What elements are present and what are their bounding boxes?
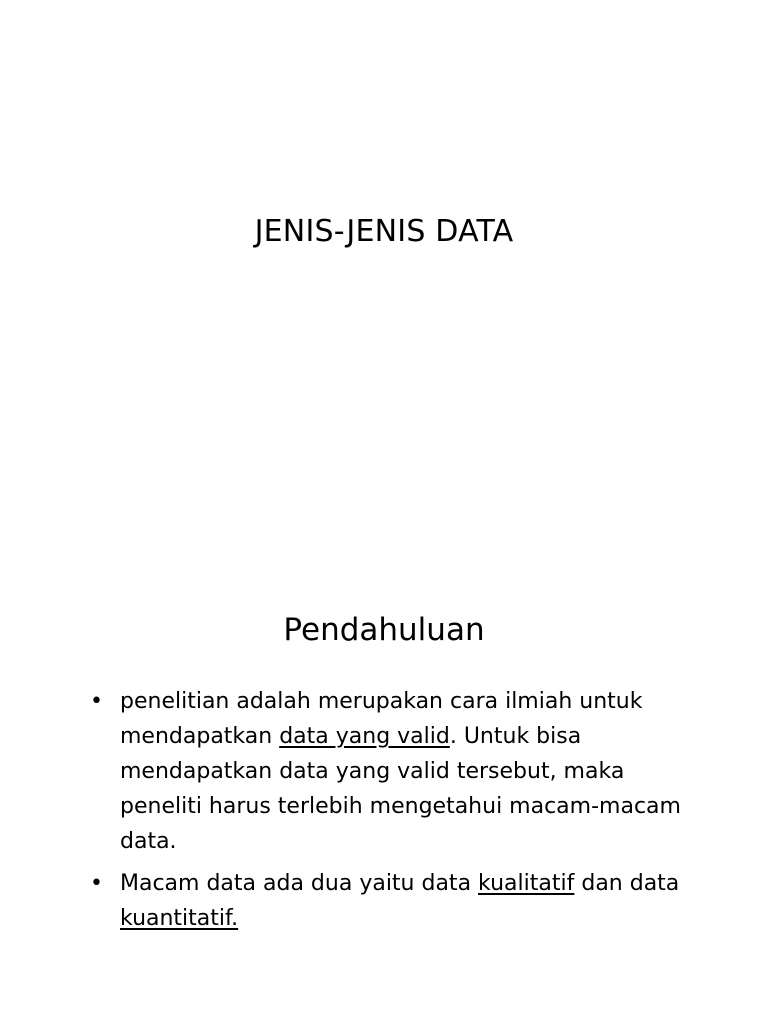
bullet-text: . Untuk bisa mendapatkan data yang valid tersebut, maka peneliti harus terlebih mengetahui macam-macam data.	[120, 724, 681, 854]
bullet-item	[90, 684, 690, 859]
bullet-text: penelitian adalah merupakan cara ilmiah untuk mendapatkan	[120, 689, 643, 749]
bullet-text: dan data	[574, 871, 680, 896]
underlined-term: kuantitatif.	[120, 906, 239, 931]
bullet-icon: •	[90, 689, 103, 714]
section-title: Pendahuluan	[283, 612, 485, 648]
slide-title: JENIS-JENIS DATA	[254, 214, 514, 249]
underlined-term: data yang valid	[279, 724, 450, 749]
bullet-list	[90, 684, 690, 943]
underlined-term: kualitatif	[478, 871, 575, 896]
bullet-icon: •	[90, 871, 103, 896]
bullet-item	[90, 866, 690, 936]
slide-2	[0, 512, 768, 1024]
bullet-text: Macam data ada dua yaitu data	[120, 871, 479, 896]
